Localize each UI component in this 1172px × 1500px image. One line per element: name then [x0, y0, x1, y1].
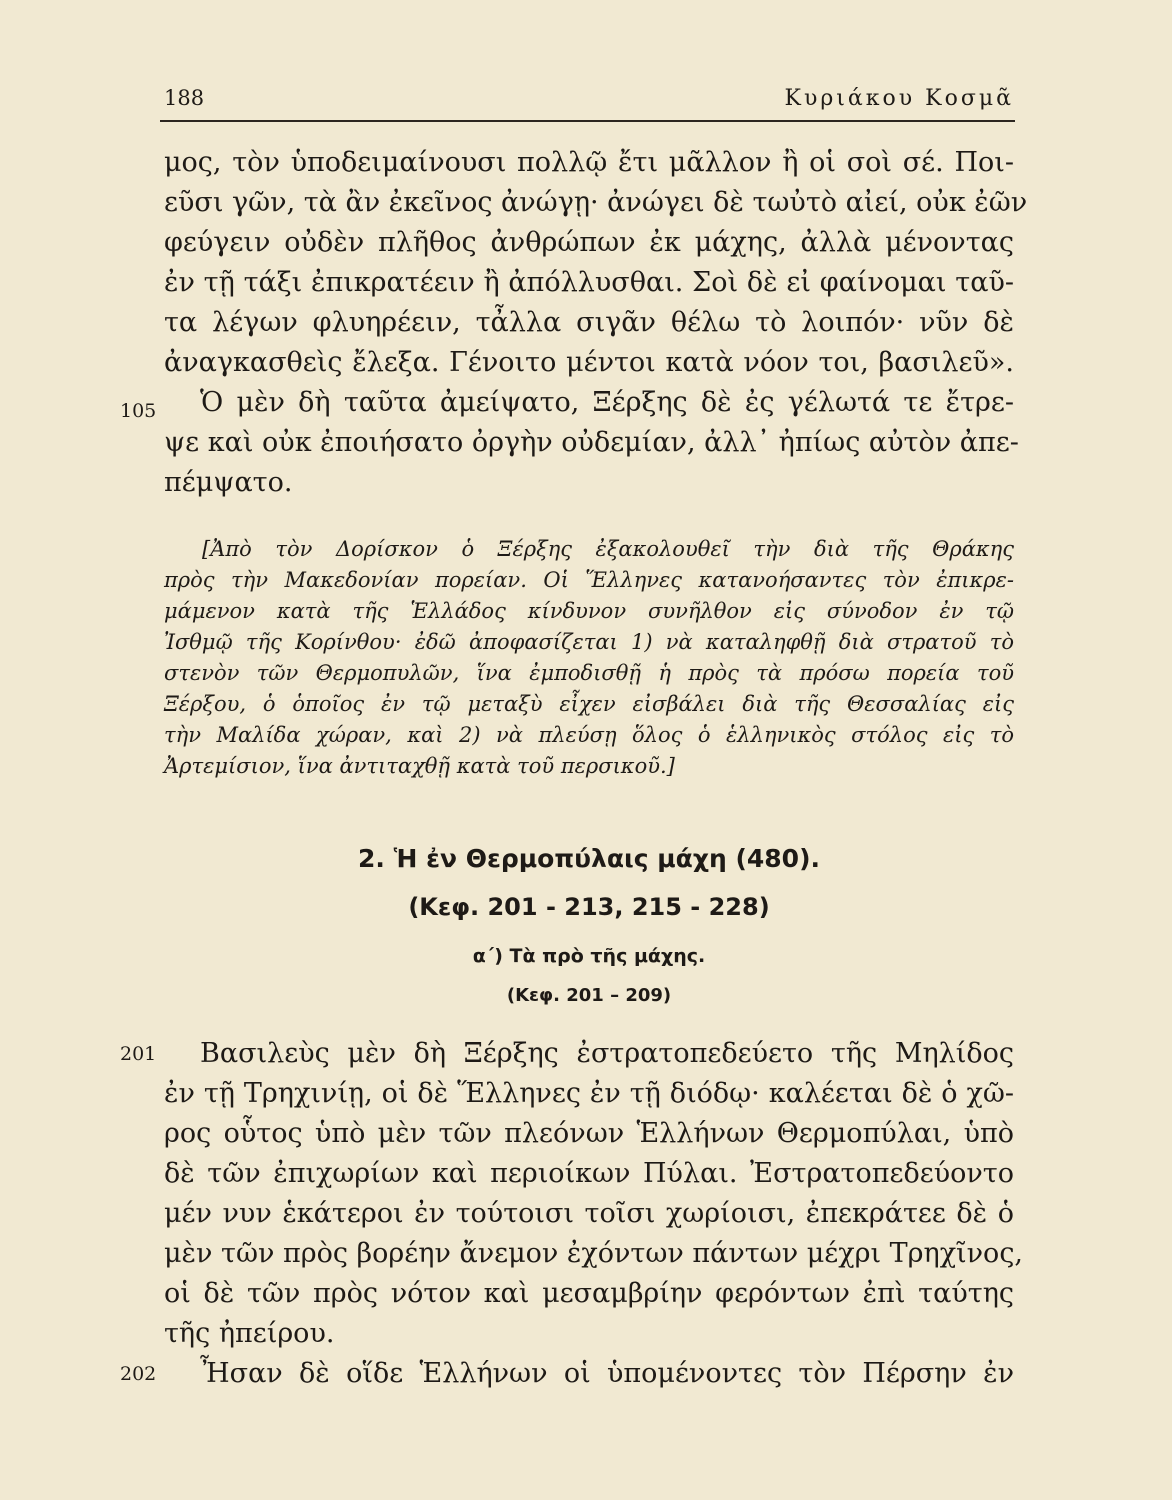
- text-line: Βασιλεὺς μὲν δὴ Ξέρξης ἐστρατοπεδεύετο τῆς Μηλίδος: [200, 1038, 1014, 1069]
- text-line: φεύγειν οὐδὲν πλῆθος ἀνθρώπων ἐκ μάχης, ἀλλὰ μένοντας: [164, 227, 1014, 258]
- text-line: ἐν τῇ Τρηχινίῃ, οἱ δὲ Ἕλληνες ἐν τῇ διόδῳ· καλέεται δὲ ὁ χῶ-: [164, 1078, 1014, 1109]
- greek-passage-2: [164, 1034, 1024, 1394]
- note-line: Ξέρξου, ὁ ὁποῖος ἐν τῷ μεταξὺ εἶχεν εἰσβάλει διὰ τῆς Θεσσαλίας εἰς: [164, 692, 1014, 716]
- note-line: τὴν Μαλίδα χώραν, καὶ 2) νὰ πλεύσῃ ὅλος ὁ ἑλληνικὸς στόλος εἰς τὸ: [164, 723, 1014, 747]
- section-subtitle: α΄) Τὰ πρὸ τῆς μάχης.: [472, 945, 706, 967]
- text-line: μέν νυν ἑκάτεροι ἐν τούτοισι τοῖσι χωρίοισι, ἐπεκράτεε δὲ ὁ: [164, 1198, 1014, 1229]
- text-line: τῆς ἠπείρου.: [164, 1318, 335, 1349]
- text-line: ψε καὶ οὐκ ἐποιήσατο ὀργὴν οὐδεμίαν, ἀλλ᾽ ἠπίως αὐτὸν ἀπε-: [164, 427, 1019, 458]
- text-line: πέμψατο.: [164, 467, 293, 498]
- text-line: Ἦσαν δὲ οἵδε Ἑλλήνων οἱ ὑπομένοντες τὸν Πέρσην ἐν: [200, 1358, 1014, 1389]
- note-line: Ἰσθμῷ τῆς Κορίνθου· ἐδῶ ἀποφασίζεται 1) νὰ καταληφθῇ διὰ στρατοῦ τὸ: [164, 630, 1014, 654]
- page-number: 188: [164, 86, 205, 110]
- text-line: ἀναγκασθεὶς ἔλεξα. Γένοιτο μέντοι κατὰ νόον τοι, βασιλεῦ».: [164, 347, 1014, 378]
- text-line: δὲ τῶν ἐπιχωρίων καὶ περιοίκων Πύλαι. Ἐστρατοπεδεύοντο: [164, 1158, 1014, 1189]
- text-line: εῦσι γῶν, τὰ ἂν ἐκεῖνος ἀνώγῃ· ἀνώγει δὲ τωὐτὸ αἰεί, οὐκ ἐῶν: [164, 187, 1028, 218]
- text-line: μὲν τῶν πρὸς βορέην ἄνεμον ἐχόντων πάντων μέχρι Τρηχῖνος,: [164, 1238, 1024, 1269]
- editorial-note: [164, 534, 1014, 782]
- note-line: μάμενον κατὰ τῆς Ἑλλάδος κίνδυνον συνῆλθον εἰς σύνοδον ἐν τῷ: [164, 599, 1014, 623]
- margin-line-number: 201: [120, 1043, 157, 1065]
- section-chapters: (Κεφ. 201 - 213, 215 - 228): [408, 893, 770, 921]
- section-subchapters: (Κεφ. 201 – 209): [506, 985, 672, 1006]
- text-line: μος, τὸν ὑποδειμαίνουσι πολλῷ ἔτι μᾶλλον ἢ οἱ σοὶ σέ. Ποι-: [164, 147, 1014, 178]
- note-line: πρὸς τὴν Μακεδονίαν πορείαν. Οἱ Ἕλληνες κατανοήσαντες τὸν ἐπικρε-: [164, 568, 1014, 592]
- section-title: 2. Ἡ ἐν Θερμοπύλαις μάχη (480).: [357, 844, 820, 873]
- note-line: [Ἀπὸ τὸν Δορίσκον ὁ Ξέρξης ἐξακολουθεῖ τὴν διὰ τῆς Θράκης: [202, 537, 1014, 561]
- margin-line-number: 202: [120, 1363, 157, 1385]
- margin-line-number: 105: [120, 400, 157, 422]
- note-line: Ἀρτεμίσιον, ἵνα ἀντιταχθῇ κατὰ τοῦ περσικοῦ.]: [164, 754, 675, 778]
- greek-passage-1: [164, 143, 1028, 503]
- text-line: τα λέγων φλυηρέειν, τἆλλα σιγᾶν θέλω τὸ λοιπόν· νῦν δὲ: [164, 307, 1014, 338]
- note-line: στενὸν τῶν Θερμοπυλῶν, ἵνα ἐμποδισθῇ ἡ πρὸς τὰ πρόσω πορεία τοῦ: [164, 661, 1014, 685]
- header-rule: [160, 120, 1015, 122]
- running-title: Κυριάκου Κοσμᾶ: [784, 86, 1014, 111]
- text-line: Ὁ μὲν δὴ ταῦτα ἀμείψατο, Ξέρξης δὲ ἐς γέλωτά τε ἔτρε-: [200, 387, 1014, 418]
- text-line: ρος οὗτος ὑπὸ μὲν τῶν πλεόνων Ἑλλήνων Θερμοπύλαι, ὑπὸ: [164, 1118, 1014, 1149]
- text-line: οἱ δὲ τῶν πρὸς νότον καὶ μεσαμβρίην φερόντων ἐπὶ ταύτης: [164, 1278, 1014, 1309]
- text-line: ἐν τῇ τάξι ἐπικρατέειν ἢ ἀπόλλυσθαι. Σοὶ δὲ εἰ φαίνομαι ταῦ-: [164, 267, 1014, 298]
